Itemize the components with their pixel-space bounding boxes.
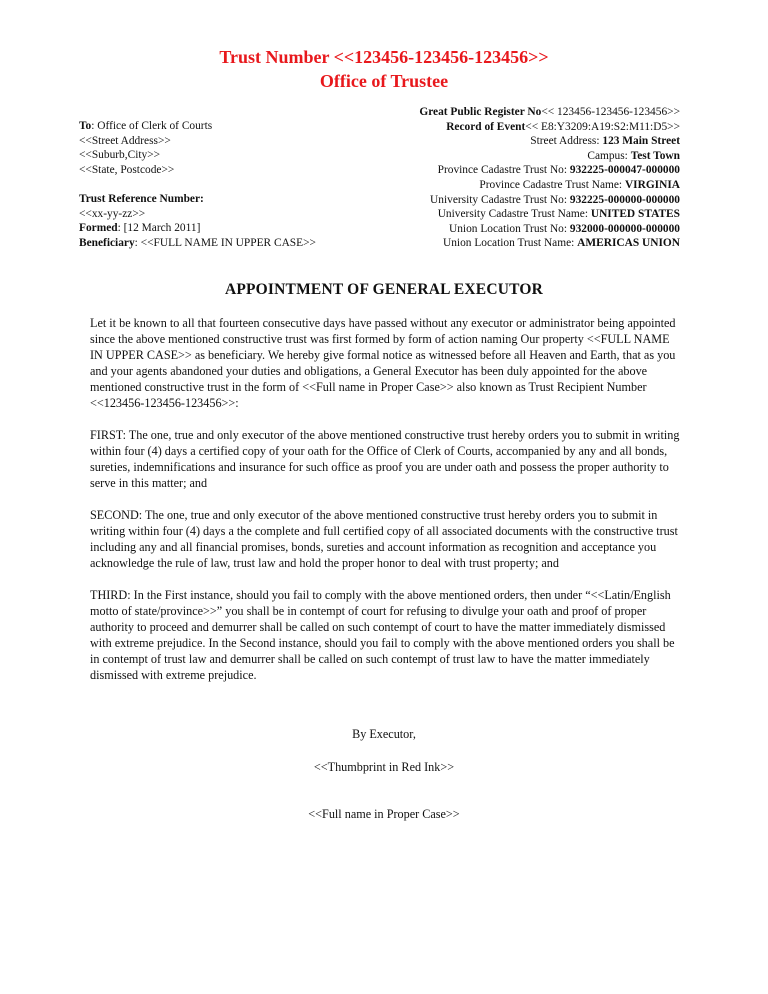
document-heading: APPOINTMENT OF GENERAL EXECUTOR [224, 281, 544, 298]
beneficiary-value: : <<FULL NAME IN UPPER CASE>> [134, 236, 316, 249]
formed-label: Formed [79, 222, 118, 235]
intro-paragraph: Let it be known to all that fourteen consecutive days have passed without any executor or administrator being appointed since the above mentioned constructive trust was first formed by form of action naming Our property <<FULL NAME IN UPPER CASE>> as beneficiary. We hereby give formal notice as witnessed before all Heaven and Earth, that as you and your agents abandoned your duties and obligations, a General Executor has been duly appointed for the above mentioned constructive trust in the form of <<Full name in Proper Case>> also known as Trust Recipient Number <<123456-123456-123456>>: [90, 316, 676, 410]
union-location-trust-no-line: Union Location Trust No: 932000-000000-000000 [449, 222, 680, 235]
office-title: Office of Trustee [319, 71, 449, 91]
formed-value: : [12 March 2011] [117, 222, 201, 235]
street-address-right-line: Street Address: 123 Main Street [530, 135, 680, 148]
to-line [79, 119, 379, 134]
university-cadastre-trust-no-line: University Cadastre Trust No: 932225-000000-000000 [430, 193, 680, 206]
third-paragraph: THIRD: In the First instance, should you fail to comply with the above mentioned orders, then under “<<Latin/English motto of state/province>>” you shall be in contempt of court for refusing to divulge your oath and proof of proper authority to proceed and demurrer shall be called on such contempt of court to have the matter immediately dismissed with extreme prejudice. In the Second instance, should you fail to comply with the above mentioned orders you shall be in contempt of trust law and demurrer shall be called on such contempt of trust law to have the matter immediately dismissed with extreme prejudice. [90, 588, 675, 682]
trust-reference-value: <<xx-yy-zz>> [79, 207, 146, 220]
great-public-register-line: Great Public Register No<< 123456-123456-123456>> [419, 106, 680, 118]
recipient-address-block [79, 119, 379, 250]
first-paragraph: FIRST: The one, true and only executor of the above mentioned constructive trust hereby orders you to submit in writing within four (4) days a certified copy of your oath for the Office of Clerk of Courts, accompanied by any and all bonds, sureties, indemnifications and insurance for such office as proof you are under oath and possess the proper authority to serve in this matter; and [90, 428, 680, 490]
suburb-city-line: <<Suburb,City>> [79, 149, 161, 162]
to-value: : Office of Clerk of Courts [91, 120, 213, 132]
state-postcode-line: <<State, Postcode>> [79, 163, 175, 176]
document-body [90, 315, 685, 699]
formed-line [79, 221, 379, 236]
register-details-block [340, 105, 680, 251]
beneficiary-label: Beneficiary [79, 236, 135, 249]
street-address-line: <<Street Address>> [79, 134, 171, 147]
record-of-event-line: Record of Event<< E8:Y3209:A19:S2:M11:D5>> [446, 120, 680, 133]
province-cadastre-trust-name-line: Province Cadastre Trust Name: VIRGINIA [479, 178, 680, 191]
province-cadastre-trust-no-line: Province Cadastre Trust No: 932225-000047-000000 [437, 164, 680, 177]
trust-reference-label: Trust Reference Number: [79, 192, 204, 205]
by-executor-line: By Executor, [352, 727, 416, 741]
campus-line: Campus: Test Town [587, 149, 680, 162]
executor-name-placeholder: <<Full name in Proper Case>> [308, 807, 460, 821]
to-label: To [79, 120, 92, 132]
thumbprint-placeholder: <<Thumbprint in Red Ink>> [313, 760, 455, 774]
trust-number-title: Trust Number <<123456-123456-123456>> [219, 47, 549, 67]
university-cadastre-trust-name-line: University Cadastre Trust Name: UNITED STATES [437, 208, 680, 221]
beneficiary-line [79, 236, 379, 251]
second-paragraph: SECOND: The one, true and only executor of the above mentioned constructive trust hereby orders you to submit in writing within four (4) days a the complete and full certified copy of all associated documents with the constructive trust including any and all financial promises, bonds, sureties and account information as recognition and acceptance you acknowledge the rule of law, trust law and hold the proper honor to deal with trust property; and [90, 508, 678, 570]
union-location-trust-name-line: Union Location Trust Name: AMERICAS UNION [443, 237, 680, 250]
